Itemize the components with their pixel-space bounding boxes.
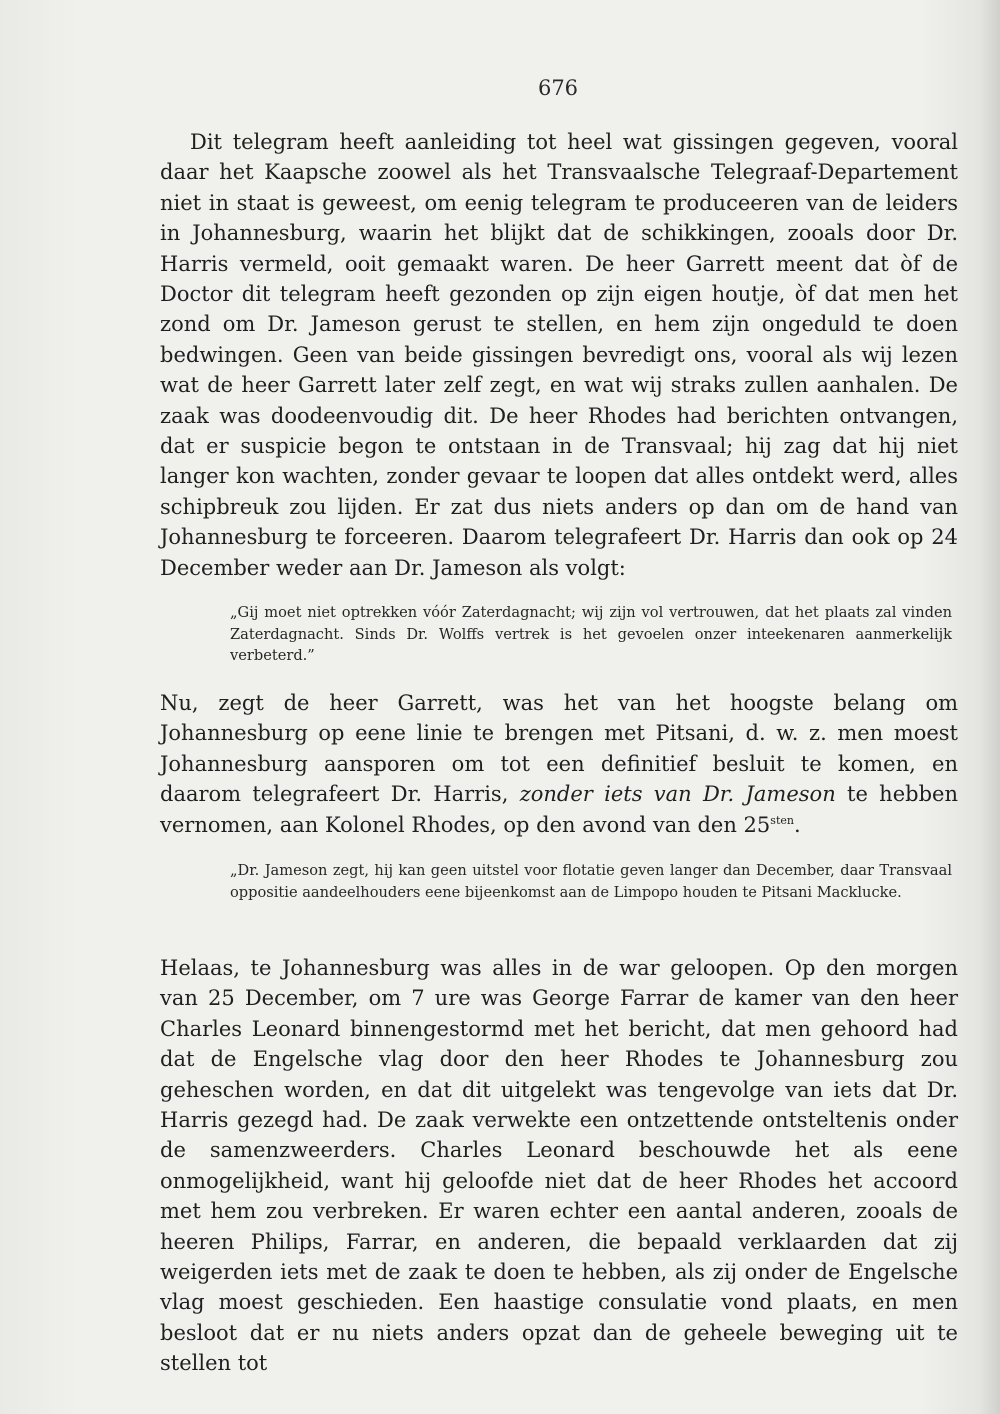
paragraph-2	[160, 688, 958, 840]
paragraph-2-tail: .	[793, 812, 801, 837]
quote-telegram-2: „Dr. Jameson zegt, hij kan geen uitstel voor flotatie geven langer dan December, daar Transvaal oppositie aandeelhouders eene bijeenkomst aan de Limpopo houden te Pitsani Macklucke.	[230, 862, 952, 901]
paragraph-3: Helaas, te Johannesburg was alles in de war geloopen. Op den morgen van 25 December, om 7 ure was George Farrar de kamer van den heer Charles Leonard binnengestormd met het bericht, dat men gehoord had dat de Engelsche vlag door den heer Rhodes te Johannesburg zou geheschen worden, en dat dit uitgelekt was tengevolge van iets dat Dr. Harris gezegd had. De zaak verwekte een ontzettende ontsteltenis onder de samenzweerders. Charles Leonard beschouwde het als eene onmogelijkheid, want hij geloofde niet dat de heer Rhodes het accoord met hem zou verbreken. Er waren echter een aantal anderen, zooals de heeren Philips, Farrar, en anderen, die bepaald verklaarden dat zij weigerden iets met de zaak te doen te hebben, als zij onder de Engelsche vlag moest geschieden. Een haastige consulatie vond plaats, en men besloot dat er nu niets anders opzat dan de geheele beweging uit te stellen tot	[160, 956, 958, 1376]
paragraph-2-italic: zonder iets van Dr. Jameson	[519, 782, 836, 807]
paragraph-1: Dit telegram heeft aanleiding tot heel wat gissingen gegeven, vooral daar het Kaapsche zoowel als het Transvaalsche Telegraaf-Departement niet in staat is geweest, om eenig telegram te produceeren van de leiders in Johannesburg, waarin het blijkt dat de schikkingen, zooals door Dr. Harris vermeld, ooit gemaakt waren. De heer Garrett meent dat òf de Doctor dit telegram heeft gezonden op zijn eigen houtje, òf dat men het zond om Dr. Jameson gerust te stellen, en hem zijn ongeduld te doen bedwingen. Geen van beide gissingen bevredigt ons, vooral als wij lezen wat de heer Garrett later zelf zegt, en wat wij straks zullen aanhalen. De zaak was doodeenvoudig dit. De heer Rhodes had berichten ontvangen, dat er suspicie begon te ontstaan in de Transvaal; hij zag dat hij niet langer kon wachten, zonder gevaar te loopen dat alles ontdekt werd, alles schipbreuk zou lijden. Er zat dus niets anders op dan om de hand van Johannesburg te forceeren. Daarom telegrafeert Dr. Harris dan ook op 24 December weder aan Dr. Jameson als volgt:	[160, 130, 958, 580]
page-number: 676	[537, 76, 579, 100]
quote-telegram-1: „Gij moet niet optrekken vóór Zaterdagnacht; wij zijn vol vertrouwen, dat het plaats zal vinden Zaterdagnacht. Sinds Dr. Wolffs vertrek is het gevoelen onzer inteekenaren aanmerkelijk verbeterd.”	[230, 604, 952, 664]
paragraph-2-end: te hebben vernomen, aan Kolonel Rhodes, op den avond van den 25	[160, 782, 958, 837]
paragraph-2-superscript: sten	[770, 813, 794, 827]
paragraph-2-start: Nu, zegt de heer Garrett, was het van het hoogste belang om Johannesburg op eene linie te brengen met Pitsani, d. w. z. men moest Johannesburg aansporen om tot een definitief besluit te komen, en daarom telegrafeert Dr. Harris,	[160, 691, 958, 807]
